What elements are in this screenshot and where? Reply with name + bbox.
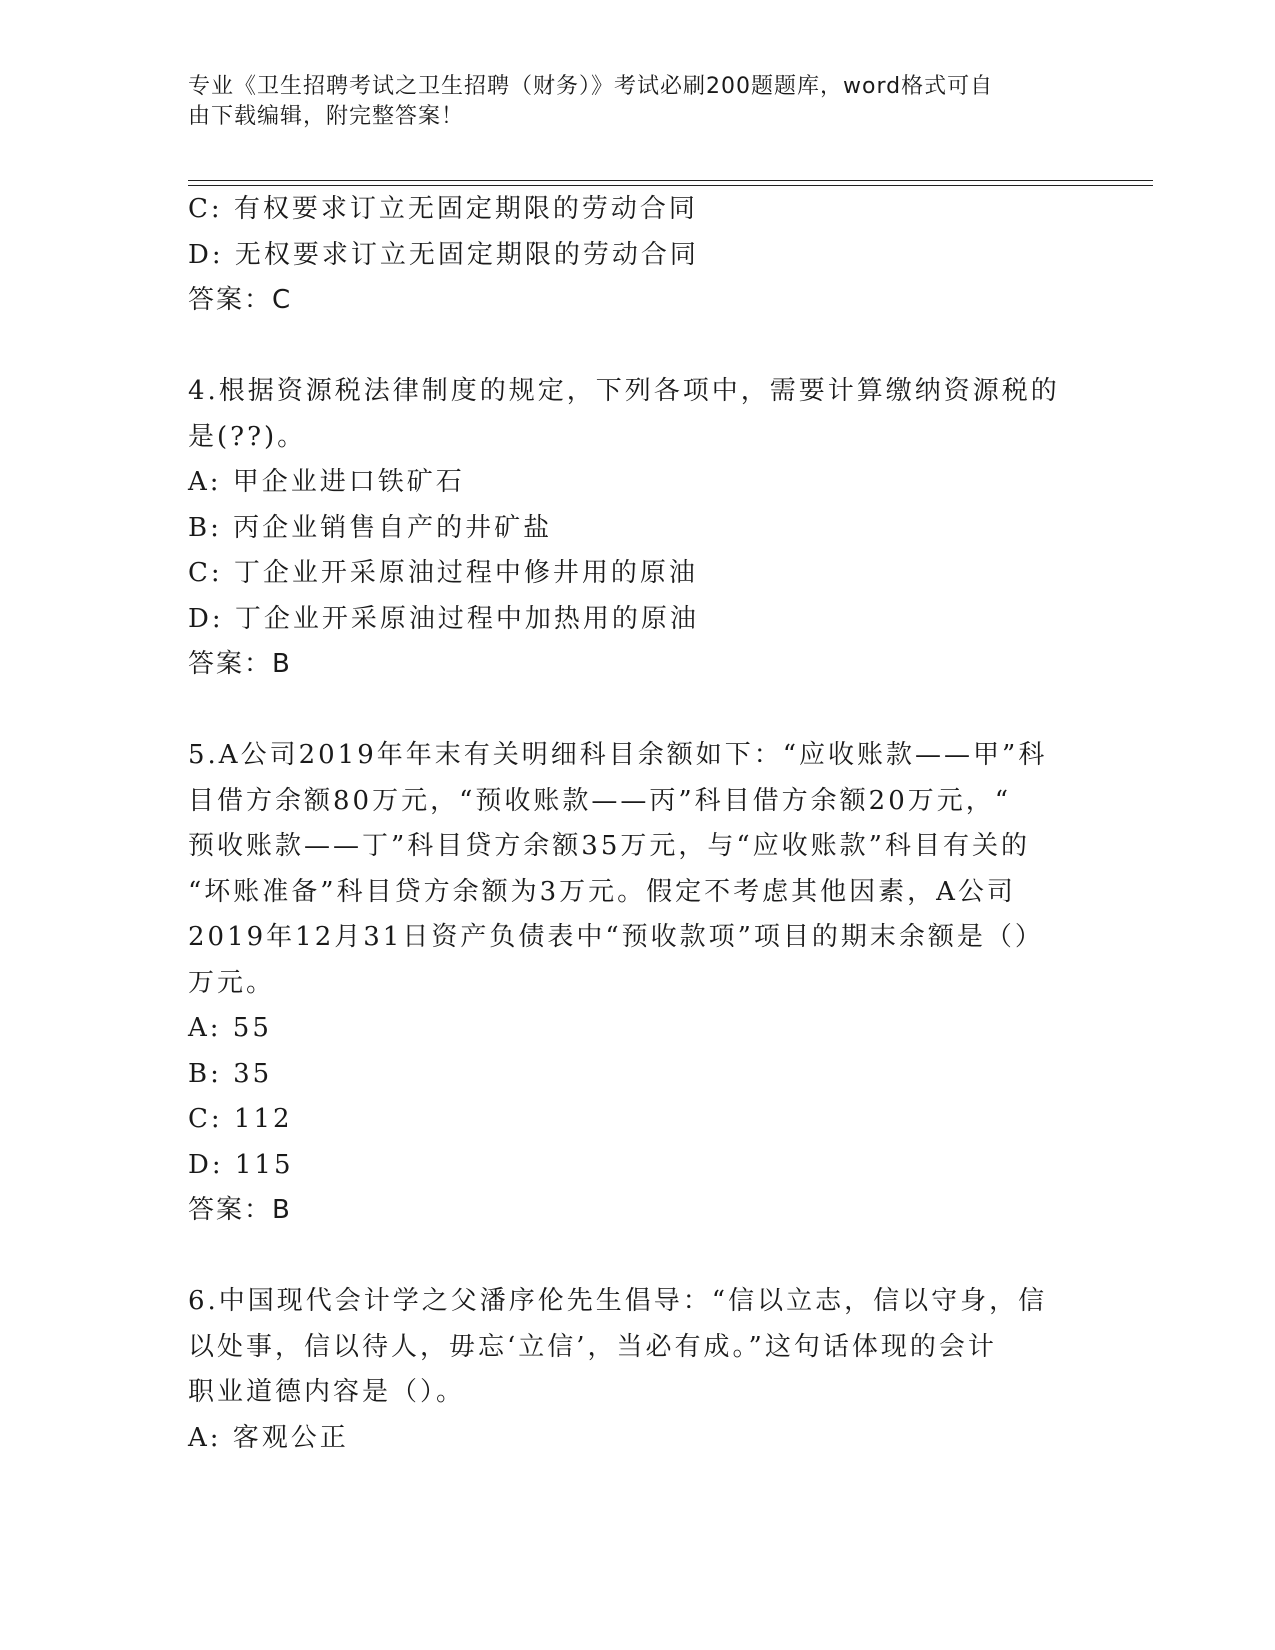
q4-stem-line: 是(??)。 (188, 421, 307, 452)
document-header: 专业《卫生招聘考试之卫生招聘（财务）》考试必刷200题题库，word格式可自 由下载编辑，附完整答案！ (188, 74, 994, 129)
q5-stem-line: 预收账款——丁”科目贷方余额35万元，与“应收账款”科目有关的 (188, 831, 1030, 861)
q4-option-b: B: 丙企业销售自产的井矿盐 (188, 512, 553, 543)
q3-answer: 答案：C (188, 285, 293, 315)
header-divider-top (188, 180, 1153, 181)
q4-answer: 答案：B (188, 649, 292, 679)
q5-stem-line: “坏账准备”科目贷方余额为3万元。假定不考虑其他因素，A公司 (188, 876, 1016, 907)
q5-stem-line: 2019年12月31日资产负债表中“预收款项”项目的期末余额是（） (188, 922, 1044, 952)
q3-option-d: D: 无权要求订立无固定期限的劳动合同 (188, 239, 699, 270)
q4-option-c: C: 丁企业开采原油过程中修井用的原油 (188, 558, 698, 588)
q5-stem-line: 万元。 (188, 967, 276, 998)
q3-option-c: C: 有权要求订立无固定期限的劳动合同 (188, 194, 698, 224)
q4-stem-line: 4.根据资源税法律制度的规定，下列各项中，需要计算缴纳资源税的 (188, 376, 1060, 406)
q6-stem-line: 职业道德内容是（）。 (188, 1377, 466, 1407)
q5-option-c: C: 112 (188, 1104, 293, 1134)
question-content (188, 187, 1088, 1461)
q6-stem-line: 6.中国现代会计学之父潘序伦先生倡导：“信以立志，信以守身，信 (188, 1286, 1048, 1316)
q5-answer: 答案：B (188, 1195, 292, 1225)
q5-stem-line: 5.A公司2019年年末有关明细科目余额如下：“应收账款——甲”科 (188, 740, 1048, 770)
q4-option-d: D: 丁企业开采原油过程中加热用的原油 (188, 603, 699, 634)
q5-option-a: A: 55 (188, 1013, 272, 1043)
q4-option-a: A: 甲企业进口铁矿石 (188, 467, 465, 497)
q6-option-a: A: 客观公正 (188, 1422, 349, 1453)
q5-stem-line: 目借方余额80万元，“预收账款——丙”科目借方余额20万元，“ (188, 785, 1012, 816)
q6-stem-line: 以处事，信以待人，毋忘‘立信’，当必有成。”这句话体现的会计 (188, 1331, 997, 1362)
q5-option-b: B: 35 (188, 1058, 273, 1089)
header-divider-bottom (188, 185, 1153, 186)
q5-option-d: D: 115 (188, 1149, 294, 1180)
